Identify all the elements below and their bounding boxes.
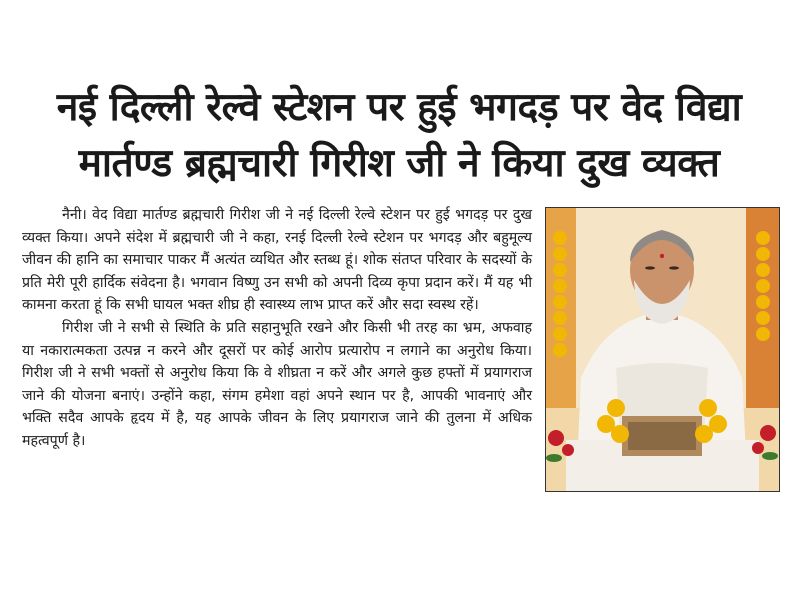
headline [14,80,784,192]
article-body [22,204,532,453]
headline-line-2: मार्तण्ड ब्रह्मचारी गिरीश जी ने किया दुख व्यक्त [78,141,720,186]
article-paragraph-2: गिरीश जी ने सभी से स्थिति के प्रति सहानुभूति रखने और किसी भी तरह का भ्रम, अफवाह या नकारात्मकता उत्पन्न न करने और दूसरों पर कोई आरोप प्रत्यारोप न लगाने का अनुरोध किया। गिरीश जी ने सभी भक्तों से अनुरोध किया कि वे शीघ्रता न करें और अगले कुछ हफ्तों में प्रयागराज जाने की योजना बनाएं। उन्होंने कहा, संगम हमेशा वहां अपने स्थान पर है, आपकी भावनाएं और भक्ति सदैव आपके हृदय में है, यह आपके जीवन के लिए प्रयागराज जाने की तुलना में अधिक महत्वपूर्ण है। [22,319,532,449]
seated-man-portrait-image [546,208,779,491]
article-photo [545,207,780,492]
article-paragraph-1: नैनी। वेद विद्या मार्तण्ड ब्रह्मचारी गिरीश जी ने नई दिल्ली रेल्वे स्टेशन पर हुई भगदड़ पर दुख व्यक्त किया। अपने संदेश में ब्रह्मचारी जी ने कहा, रनई दिल्ली रेल्वे स्टेशन पर भगदड़ और बहुमूल्य जीवन की हानि का समाचार पाकर मैं अत्यंत व्यथित और स्तब्ध हूं। शोक संतप्त परिवार के सदस्यों के प्रति मेरी पूरी हार्दिक संवेदना है। भगवान विष्णु उन सभी को अपनी दिव्य कृपा प्रदान करें। मैं यह भी कामना करता हूं कि सभी घायल भक्त शीघ्र ही स्वास्थ्य लाभ प्राप्त करें और सदा स्वस्थ रहें। [22,207,532,314]
headline-line-1: नई दिल्ली रेल्वे स्टेशन पर हुई भगदड़ पर वेद विद्या [56,85,742,130]
